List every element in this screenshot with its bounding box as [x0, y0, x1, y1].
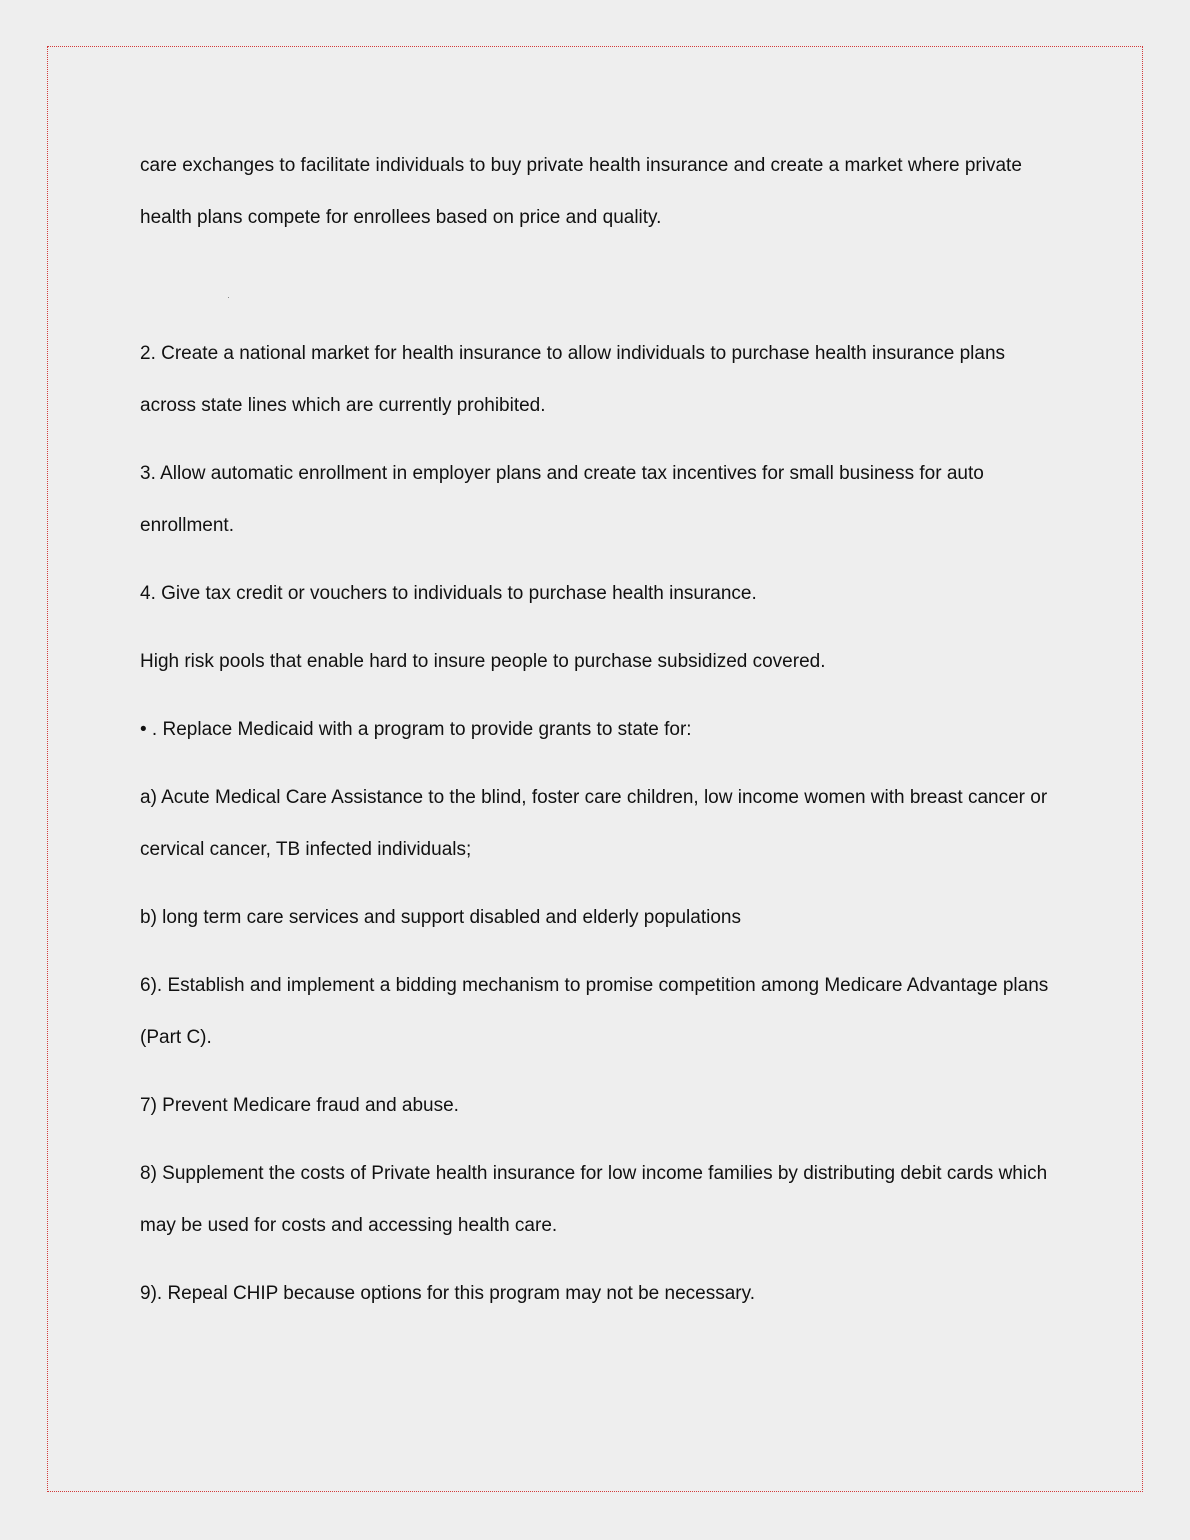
- paragraph-item-8: 8) Supplement the costs of Private health insurance for low income families by distributing debit cards which may be used for costs and accessing health care.: [140, 1163, 1048, 1236]
- paragraph-item-9: 9). Repeal CHIP because options for this program may not be necessary.: [140, 1283, 755, 1304]
- paragraph-high-risk-pools: High risk pools that enable hard to insure people to purchase subsidized covered.: [140, 651, 826, 672]
- paragraph-item-7: 7) Prevent Medicare fraud and abuse.: [140, 1095, 459, 1116]
- paragraph-item-3: 3. Allow automatic enrollment in employer plans and create tax incentives for small business for auto enrollment.: [140, 463, 984, 536]
- paragraph-item-4: 4. Give tax credit or vouchers to individuals to purchase health insurance.: [140, 583, 757, 604]
- paragraph-intro-continuation: care exchanges to facilitate individuals to buy private health insurance and create a market where private health plans compete for enrollees based on price and quality.: [140, 155, 1022, 228]
- paragraph-item-6: 6). Establish and implement a bidding mechanism to promise competition among Medicare Advantage plans (Part C).: [140, 975, 1049, 1048]
- paragraph-replace-medicaid: • . Replace Medicaid with a program to provide grants to state for:: [140, 719, 692, 740]
- paragraph-item-b: b) long term care services and support disabled and elderly populations: [140, 907, 741, 928]
- document-body: [140, 140, 1060, 1320]
- paragraph-item-2: 2. Create a national market for health insurance to allow individuals to purchase health insurance plans across state lines which are currently prohibited.: [140, 343, 1006, 416]
- paragraph-item-a: a) Acute Medical Care Assistance to the blind, foster care children, low income women with breast cancer or cervical cancer, TB infected individuals;: [140, 787, 1048, 860]
